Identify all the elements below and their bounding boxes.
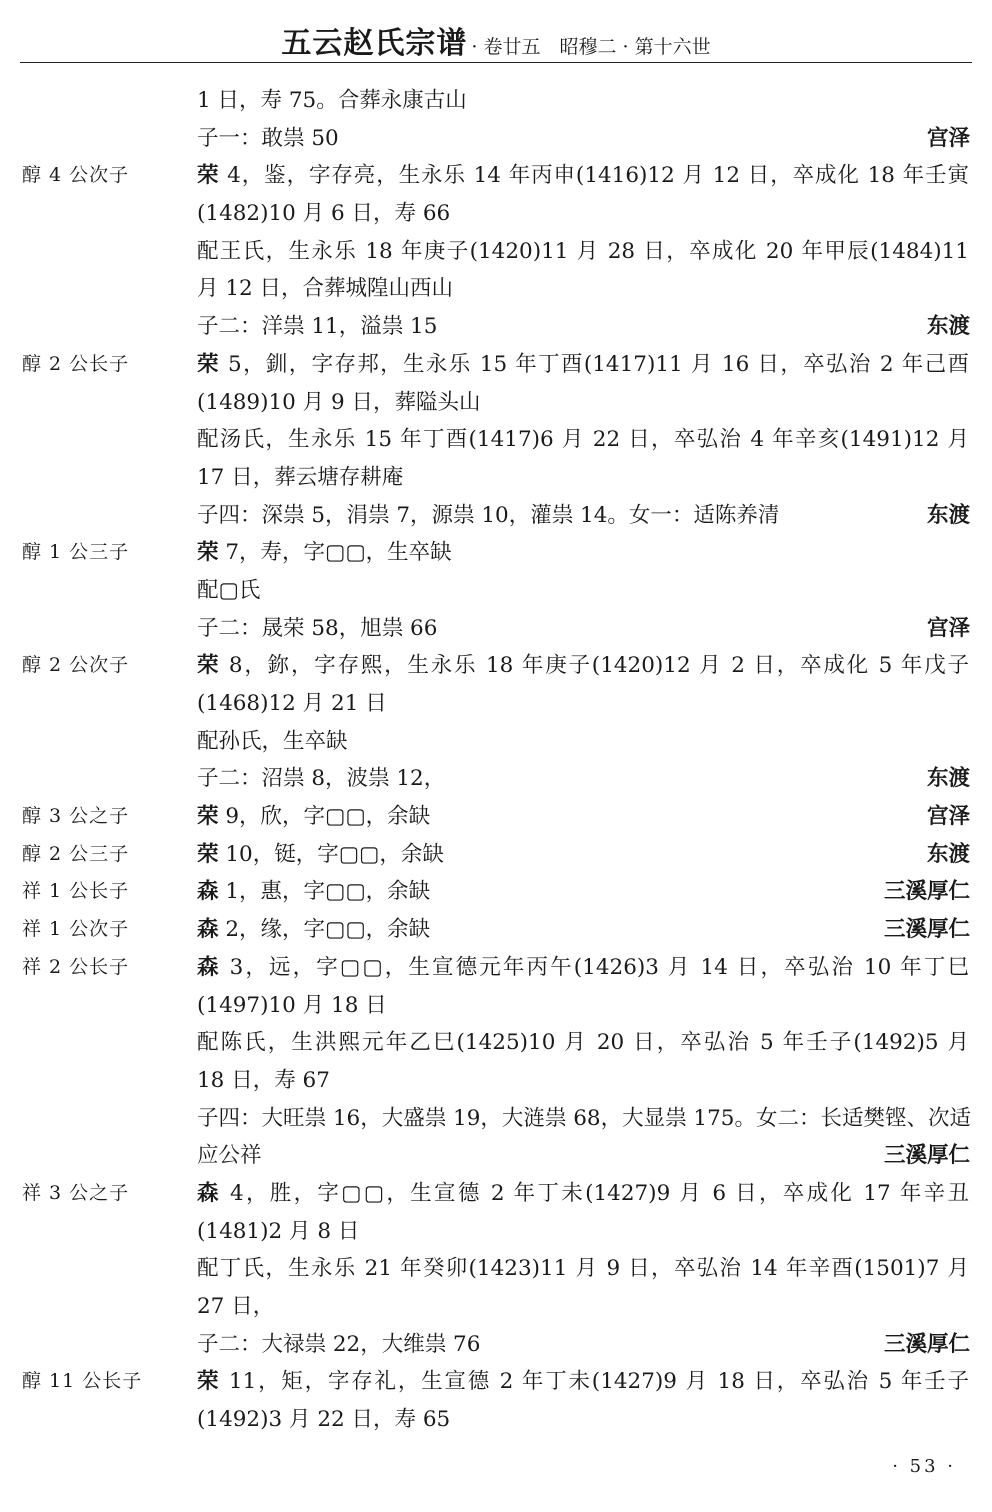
genealogy-entries — [0, 82, 992, 1439]
entry-text — [197, 534, 452, 572]
entry-text — [197, 346, 969, 384]
entry-body: 子二：洋祟 11，溢祟 15 — [197, 314, 438, 340]
entry-line — [0, 308, 992, 346]
entry-body: 9，欣，字▢▢，余缺 — [218, 804, 431, 830]
entry-text — [197, 760, 445, 798]
entry-text — [197, 1062, 330, 1100]
entry-body: 11，矩，字存礼，生宣德 2 年丁未(1427)9 月 18 日，卒弘治 5 年壬子 — [220, 1369, 969, 1395]
entry-text — [197, 647, 969, 685]
entry-line — [0, 1326, 992, 1364]
generation-char: 荣 — [197, 351, 220, 377]
entry-body: 子四：大旺祟 16，大盛祟 19，大涟祟 68，大显祟 175。女二：长适樊铿、次适 — [197, 1105, 971, 1131]
entry-line — [0, 1401, 992, 1439]
entry-body: 子二：沼祟 8，波祟 12， — [197, 766, 446, 792]
entry-body: 4，胜，字▢▢，生宣德 2 年丁未(1427)9 月 6 日，卒成化 17 年辛丑 — [220, 1180, 969, 1206]
relation-label: 醇 3 公之子 — [22, 805, 130, 828]
location-label: 宫泽 — [926, 804, 970, 830]
relation-label: 醇 11 公长子 — [22, 1370, 143, 1393]
entry-text — [197, 233, 969, 271]
entry-body: (1468)12 月 21 日 — [197, 691, 387, 716]
location-label: 宫泽 — [926, 615, 970, 641]
entry-text — [197, 82, 467, 120]
entry-text — [197, 421, 969, 459]
entry-text — [197, 572, 260, 610]
location-label: 三溪厚仁 — [883, 879, 970, 905]
entry-line — [0, 1024, 992, 1062]
entry-body: (1482)10 月 6 日，寿 66 — [197, 201, 451, 227]
relation-label: 醇 4 公次子 — [22, 164, 130, 187]
entry-text — [197, 1213, 359, 1251]
entry-body: 8，鉨，字存熙，生永乐 18 年庚子(1420)12 月 2 日，卒成化 5 年戊子 — [220, 653, 969, 679]
entry-body: 配王氏，生永乐 18 年庚子(1420)11 月 28 日，卒成化 20 年甲辰(1484)11 — [197, 238, 969, 264]
entry-line — [0, 685, 992, 723]
entry-line — [0, 1288, 992, 1326]
entry-text — [197, 120, 339, 158]
entry-line — [0, 120, 992, 158]
relation-label: 祥 1 公长子 — [22, 880, 130, 903]
location-label: 三溪厚仁 — [883, 1143, 970, 1169]
entry-text — [197, 459, 403, 497]
entry-line — [0, 723, 992, 761]
location-label: 东渡 — [926, 314, 970, 340]
generation-char: 荣 — [197, 1369, 221, 1395]
entry-text — [197, 1024, 969, 1062]
entry-text — [197, 911, 430, 949]
entry-body: 5，釧，字存邦，生永乐 15 年丁酉(1417)11 月 16 日，卒弘治 2 年己酉 — [219, 351, 969, 377]
entry-body: 配孙氏，生卒缺 — [197, 728, 348, 754]
entry-text — [197, 157, 969, 195]
entry-line — [0, 1100, 992, 1138]
entry-line — [0, 911, 992, 949]
entry-line — [0, 346, 992, 384]
entry-line — [0, 1250, 992, 1288]
entry-text — [197, 1288, 274, 1326]
entry-body: 1，惠，字▢▢，余缺 — [218, 879, 431, 905]
entry-body: 4，鉴，字存亮，生永乐 14 年丙申(1416)12 月 12 日，卒成化 18 年壬寅 — [219, 163, 969, 189]
entry-line — [0, 949, 992, 987]
generation-char: 森 — [197, 917, 219, 943]
entry-body: 子二：晟荣 58，旭祟 66 — [197, 615, 438, 641]
entry-text — [197, 836, 444, 874]
entry-text — [197, 1100, 969, 1138]
entry-line — [0, 459, 992, 497]
entry-text — [197, 497, 779, 535]
entry-body: (1497)10 月 18 日 — [197, 992, 387, 1018]
volume-subtitle: · 卷廿五 昭穆二 · 第十六世 — [471, 36, 711, 58]
relation-label: 醇 2 公三子 — [22, 842, 130, 865]
entry-line — [0, 421, 992, 459]
entry-line — [0, 987, 992, 1025]
generation-char: 荣 — [197, 841, 219, 867]
entry-text — [197, 987, 387, 1025]
entry-body: 2，缘，字▢▢，余缺 — [218, 917, 431, 943]
entry-text — [197, 949, 969, 987]
entry-body: 3，远，字▢▢，生宣德元年丙午(1426)3 月 14 日，卒弘治 10 年丁巳 — [220, 954, 969, 980]
entry-body: 配汤氏，生永乐 15 年丁酉(1417)6 月 22 日，卒弘治 4 年辛亥(1491)12 月 — [197, 427, 969, 453]
entry-body: 应公祥 — [197, 1143, 262, 1169]
relation-label: 醇 1 公三子 — [22, 541, 130, 564]
location-label: 东渡 — [926, 841, 970, 867]
location-label: 东渡 — [926, 766, 970, 792]
relation-label: 醇 2 公次子 — [22, 654, 130, 677]
entry-line — [0, 195, 992, 233]
entry-line — [0, 157, 992, 195]
book-title: 五云赵氏宗谱 — [281, 26, 468, 61]
generation-char: 荣 — [197, 163, 220, 189]
generation-char: 荣 — [197, 804, 219, 830]
entry-text — [197, 723, 348, 761]
entry-body: 子一：敢祟 50 — [197, 125, 339, 151]
entry-line — [0, 1213, 992, 1251]
entry-body: 17 日，葬云塘存耕庵 — [197, 464, 404, 490]
relation-label: 祥 3 公之子 — [22, 1181, 130, 1204]
entry-body: 配陈氏，生洪熙元年乙巳(1425)10 月 20 日，卒弘治 5 年壬子(1492)5 月 — [197, 1030, 969, 1056]
generation-char: 森 — [197, 879, 219, 905]
entry-text — [197, 1175, 969, 1213]
entry-line — [0, 760, 992, 798]
location-label: 东渡 — [926, 502, 970, 528]
entry-line — [0, 384, 992, 422]
entry-line — [0, 572, 992, 610]
generation-char: 荣 — [197, 540, 219, 566]
generation-char: 森 — [197, 954, 221, 980]
entry-body: 10，铤，字▢▢，余缺 — [218, 841, 444, 867]
entry-body: (1489)10 月 9 日，葬隘头山 — [197, 389, 481, 415]
entry-line — [0, 233, 992, 271]
entry-line — [0, 1062, 992, 1100]
entry-text — [197, 1326, 480, 1364]
relation-label: 祥 1 公次子 — [22, 918, 130, 941]
entry-body: 18 日，寿 67 — [197, 1067, 330, 1093]
entry-text — [197, 308, 437, 346]
entry-body: 月 12 日，合葬城隍山西山 — [197, 276, 454, 302]
entry-body: 子二：大禄祟 22，大维祟 76 — [197, 1331, 481, 1357]
entry-body: 27 日， — [197, 1294, 275, 1319]
entry-line — [0, 873, 992, 911]
entry-line — [0, 798, 992, 836]
entry-body: 7，寿，字▢▢，生卒缺 — [218, 540, 452, 566]
entry-line — [0, 1363, 992, 1401]
entry-text — [197, 873, 430, 911]
entry-line — [0, 1137, 992, 1175]
entry-line — [0, 1175, 992, 1213]
entry-body: 子四：深祟 5，涓祟 7，源祟 10，灌祟 14。女一：适陈养清 — [197, 502, 780, 528]
location-label: 三溪厚仁 — [883, 917, 970, 943]
entry-text — [197, 610, 437, 648]
page-header — [0, 18, 992, 62]
location-label: 宫泽 — [926, 125, 970, 151]
entry-line — [0, 82, 992, 120]
page-number: · 53 · — [892, 1456, 956, 1477]
relation-label: 醇 2 公长子 — [22, 352, 130, 375]
entry-body: (1492)3 月 22 日，寿 65 — [197, 1407, 451, 1433]
entry-text — [197, 685, 387, 723]
entry-body: (1481)2 月 8 日 — [197, 1218, 360, 1244]
entry-body: 配▢氏 — [197, 577, 261, 603]
relation-label: 祥 2 公长子 — [22, 955, 130, 978]
entry-line — [0, 610, 992, 648]
entry-text — [197, 1363, 969, 1401]
entry-text — [197, 798, 430, 836]
entry-body: 配丁氏，生永乐 21 年癸卯(1423)11 月 9 日，卒弘治 14 年辛酉(1501)7 月 — [197, 1256, 969, 1282]
generation-char: 荣 — [197, 653, 221, 679]
entry-line — [0, 270, 992, 308]
entry-line — [0, 647, 992, 685]
entry-text — [197, 270, 453, 308]
entry-text — [197, 1137, 262, 1175]
entry-text — [197, 195, 450, 233]
generation-char: 森 — [197, 1180, 221, 1206]
header-divider — [20, 62, 972, 63]
entry-text — [197, 1401, 450, 1439]
entry-line — [0, 836, 992, 874]
entry-text — [197, 384, 481, 422]
location-label: 三溪厚仁 — [883, 1331, 970, 1357]
entry-line — [0, 534, 992, 572]
entry-line — [0, 497, 992, 535]
entry-body: 1 日，寿 75。合葬永康古山 — [197, 88, 467, 113]
entry-text — [197, 1250, 969, 1288]
